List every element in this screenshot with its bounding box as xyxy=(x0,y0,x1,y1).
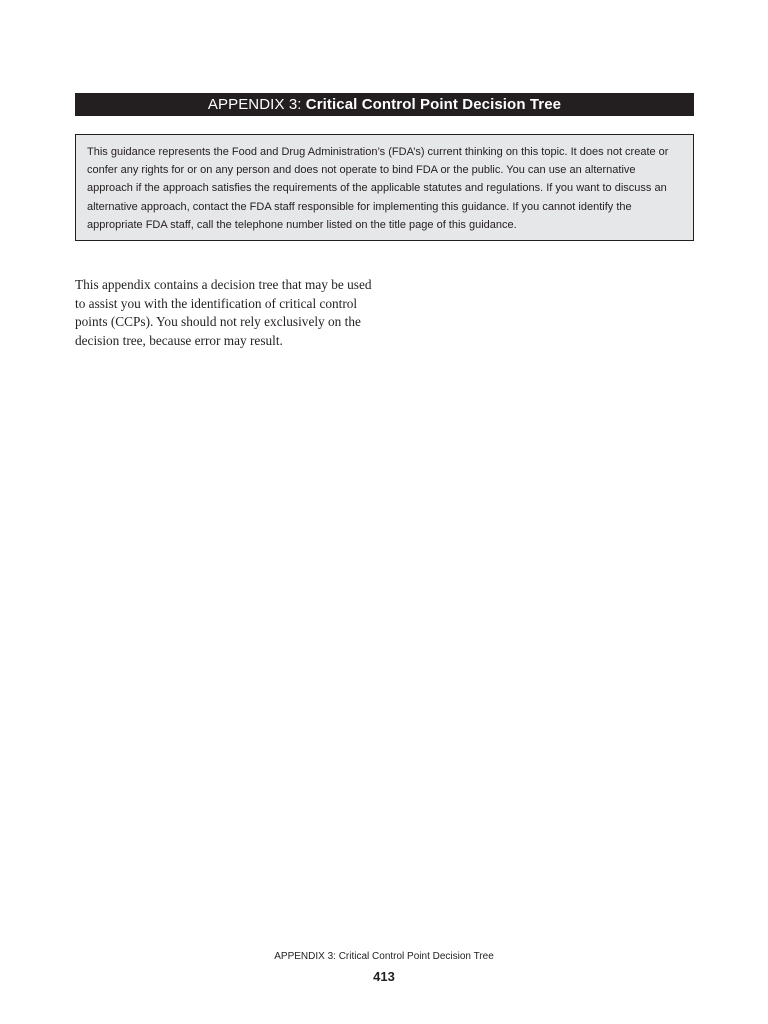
page-number: 413 xyxy=(373,969,395,984)
intro-paragraph: This appendix contains a decision tree that may be used to assist you with the identification of critical control points (CCPs). You should not rely exclusively on the decision tree, because error may result. xyxy=(75,277,372,348)
appendix-title: Critical Control Point Decision Tree xyxy=(305,96,562,113)
disclaimer-text: This guidance represents the Food and Drug Administration’s (FDA’s) current thinking on this topic. It does not create or confer any rights for or on any person and does not operate to bind FDA or the public. You can use an alternative approach if the approach satisfies the requirements of the applicable statutes and regulations. If you want to discuss an alternative approach, contact the FDA staff responsible for implementing this guidance. If you cannot identify the appropriate FDA staff, call the telephone number listed on the title page of this guidance. xyxy=(87,146,669,231)
appendix-title-bar xyxy=(75,93,694,116)
appendix-label: APPENDIX 3: xyxy=(207,96,306,113)
guidance-disclaimer-box xyxy=(75,134,694,241)
footer-running-title: APPENDIX 3: Critical Control Point Decision Tree xyxy=(274,951,494,962)
